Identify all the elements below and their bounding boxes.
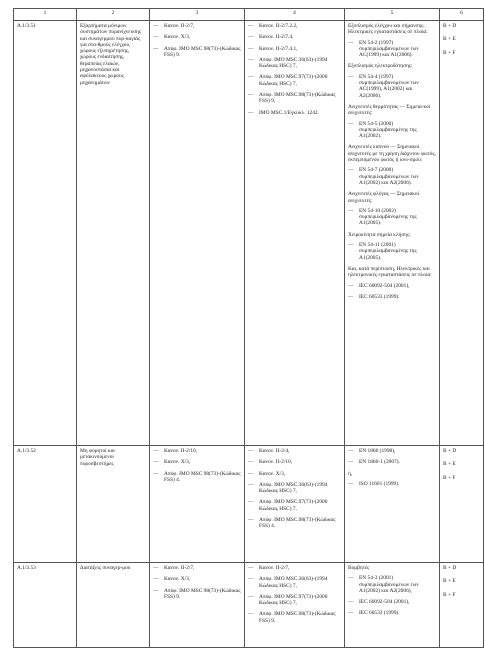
module-label: B + F bbox=[443, 474, 456, 481]
standard-list bbox=[348, 40, 436, 59]
standard-heading: Ανιχνευτές θερμότητας — Σημεια-κοί ανιχνευτές: bbox=[348, 103, 431, 117]
standard-list bbox=[348, 74, 436, 99]
standard-item: — ISO 11601 (1999). bbox=[348, 481, 436, 487]
modules-cell bbox=[440, 21, 484, 446]
reference-list bbox=[248, 448, 341, 530]
list-item: — Κανον. X/3, bbox=[153, 459, 241, 465]
standard-item: — EN 54-2 (1997) συμπεριλαμβανομένων των AC(1999) και A1(2006). bbox=[348, 40, 436, 59]
list-item: — Κανον. X/3, bbox=[248, 471, 341, 477]
module-label: B + D bbox=[443, 448, 457, 454]
module-label: B + E bbox=[443, 461, 456, 468]
list-item: — IMO MSC.1/Εγκύκλ. 1242. bbox=[248, 110, 341, 116]
standard-item: — IEC 60092-504 (2001), bbox=[348, 599, 436, 605]
list-item: — Κανον. II-2/10, bbox=[248, 459, 341, 465]
module-label: B + D bbox=[443, 565, 457, 571]
standard-list bbox=[348, 575, 436, 616]
standard-item: — EN 54-10 (2002) συμπεριλαμβανομένης της A1(2005). bbox=[348, 208, 436, 227]
list-item: — Απόφ. IMO MSC.36(63)-(1994 Κώδικας HSC) 7, bbox=[248, 57, 341, 70]
standard-heading: Χειροκίνητα σημεία κλήσης: bbox=[348, 231, 411, 238]
standard-list bbox=[348, 283, 436, 301]
reference-list bbox=[248, 23, 341, 116]
list-item: — Κανον. X/3, bbox=[153, 34, 241, 40]
header-row bbox=[14, 9, 484, 21]
reference-list bbox=[248, 565, 341, 624]
list-item: — Απόφ. IMO MSC 98(73)-(Κώδικας FSS) 4. bbox=[153, 471, 241, 484]
standard-item: — EN 54-11 (2001) συμπεριλαμβανομένης της A1(2005). bbox=[348, 242, 436, 261]
standard-heading: Ανιχνευτές φλόγας — Σημειακοί ανιχνευτές: bbox=[348, 191, 420, 204]
header-col-5: 5 bbox=[345, 9, 440, 21]
standard-list bbox=[348, 208, 436, 227]
module-label: B + E bbox=[443, 578, 456, 585]
standard-heading: Βομβητές bbox=[348, 565, 370, 571]
standard-heading: Ανιχνευτές καπνού — Σημειακοί ανιχνευτές με τη χρήση διάχυτου φωτός, εκπεμπόμενου φωτός ή ιονι-σμού: bbox=[348, 144, 436, 164]
reference-list bbox=[153, 448, 241, 483]
list-item: — Κανον. II-2/4, bbox=[248, 448, 341, 454]
module-label: B + D bbox=[443, 23, 457, 29]
modules-cell bbox=[440, 563, 484, 648]
header-col-1: 1 bbox=[14, 9, 77, 21]
regulations-cell bbox=[150, 563, 245, 648]
module-label: B + F bbox=[443, 49, 456, 56]
list-item: — Κανον. X/3, bbox=[153, 576, 241, 582]
list-item: — Κανον. II-2/7.2.2, bbox=[248, 23, 341, 29]
table-row bbox=[14, 563, 484, 648]
item-number-cell: A.1/3.51 bbox=[14, 21, 77, 446]
list-item: — Απόφ. IMO MSC.98(73)-(Κώδικας FSS) 9, bbox=[248, 92, 341, 105]
standard-heading: ή, bbox=[348, 470, 353, 477]
header-col-3: 3 bbox=[150, 9, 245, 21]
modules-cell bbox=[440, 446, 484, 563]
header-col-4: 4 bbox=[245, 9, 345, 21]
item-description-cell: Μη φορητοί και μετακινούμενοι πυροσβεστήρες bbox=[77, 446, 150, 563]
sub-regulations-cell bbox=[245, 21, 345, 446]
testing-standards-cell bbox=[345, 446, 440, 563]
standard-item: — EN 1866-1 (2007). bbox=[348, 459, 436, 465]
list-item: — Κανον. II-2/7, bbox=[153, 565, 241, 571]
reference-list bbox=[153, 565, 241, 600]
standard-item: — EN 54-7 (2000) συμπεριλαμβανομένων των A1(2002) και A2(2006). bbox=[348, 167, 436, 186]
table-row bbox=[14, 446, 484, 563]
standard-list bbox=[348, 121, 436, 140]
standard-item: — EN 54-5 (2000) συμπεριλαμβανομένης της A1(2002). bbox=[348, 121, 436, 140]
list-item: — Απόφ. IMO MSC.36(63)-(1994 Κώδικας HSC) 7, bbox=[248, 482, 341, 495]
item-number-cell: A.1/3.52 bbox=[14, 446, 77, 563]
standard-list bbox=[348, 242, 436, 261]
standard-heading: Εξοπλισμός ελέγχου και σήμανσης. Ηλεκτρικές εγκαταστάσεις σε πλοία: bbox=[348, 23, 428, 36]
header-col-2: 2 bbox=[77, 9, 150, 21]
list-item: — Απόφ. IMO MSC.98(73)-(Κώδικας FSS) 9. bbox=[248, 611, 341, 624]
regulations-cell bbox=[150, 21, 245, 446]
module-label: B + F bbox=[443, 591, 456, 598]
standard-list bbox=[348, 448, 436, 466]
list-item: — Απόφ. IMO MSC.97(73)-(2000 Κώδικας HSC) 7, bbox=[248, 74, 341, 87]
standard-heading: Εξοπλισμός ηλεκτροδότησης: bbox=[348, 63, 413, 70]
module-label: B + E bbox=[443, 36, 456, 43]
sub-regulations-cell bbox=[245, 563, 345, 648]
equipment-table bbox=[13, 8, 484, 648]
standard-item: — EN 1866 (1998), bbox=[348, 448, 436, 454]
table-row bbox=[14, 21, 484, 446]
sub-regulations-cell bbox=[245, 446, 345, 563]
list-item: — Απόφ. IMO MSC.98(73)-(Κώδικας FSS) 4. bbox=[248, 517, 341, 530]
header-col-6: 6 bbox=[440, 9, 484, 21]
item-description-cell: Εξαρτήματα μόνιμων συστημάτων πυρανίχνευσης και συναγερμού πυρ-καγιάς για στα-θμούς ελέγχου, χώρους εξυπηρέτησης, χώρους ενδιαίτησης, θεραπείας ελαιών, μηχανοστάσια και αφύλακτους χώρους μηχανημάτων bbox=[77, 21, 150, 446]
item-description-cell: Διατάξεις συναγερ-μού bbox=[77, 563, 150, 648]
list-item: — Κανον. II-2/7, bbox=[248, 565, 341, 571]
item-number-cell: A.1/3.53 bbox=[14, 563, 77, 648]
list-item: — Απόφ. IMO MSC.97(73)-(2000 Κώδικας HSC) 7, bbox=[248, 594, 341, 607]
standard-item: — IEC 60533 (1999). bbox=[348, 294, 436, 300]
list-item: — Κανον. II-2/7, bbox=[153, 23, 241, 29]
standard-heading: Και, κατά περίπτωση, Ηλεκτρικές και ηλεκτρονικές εγκαταστάσεις σε πλοία: bbox=[348, 265, 432, 279]
list-item: — Κανον. II-2/7.4.1, bbox=[248, 46, 341, 52]
regulations-cell bbox=[150, 446, 245, 563]
standard-list bbox=[348, 481, 436, 487]
list-item: — Απόφ. IMO MSC.36(63)-(1994 Κώδικας HSC) 7, bbox=[248, 576, 341, 589]
list-item: — Απόφ. IMO MSC.97(73)-(2000 Κώδικας HSC) 7, bbox=[248, 499, 341, 512]
standard-list bbox=[348, 167, 436, 186]
standard-item: — EN 54-3 (2001) συμπεριλαμβανομένων των A1(2002) και A2(2006), bbox=[348, 575, 436, 594]
testing-standards-cell bbox=[345, 21, 440, 446]
standard-item: — IEC 60092-504 (2001), bbox=[348, 283, 436, 289]
list-item: — Απόφ. IMO MSC 98(73)-(Κώδικας FSS) 9. bbox=[153, 46, 241, 59]
reference-list bbox=[153, 23, 241, 58]
list-item: — Κανον. II-2/10, bbox=[153, 448, 241, 454]
list-item: — Απόφ. IMO MSC 98(73)-(Κώδικας FSS) 9. bbox=[153, 588, 241, 601]
standard-item: — IEC 60533 (1999). bbox=[348, 610, 436, 616]
testing-standards-cell bbox=[345, 563, 440, 648]
list-item: — Κανον. II-2/7.4, bbox=[248, 34, 341, 40]
standard-item: — EN 54-4 (1997) συμπεριλαμβανομένων των AC(1999), A1(2002) και A2(2006). bbox=[348, 74, 436, 99]
